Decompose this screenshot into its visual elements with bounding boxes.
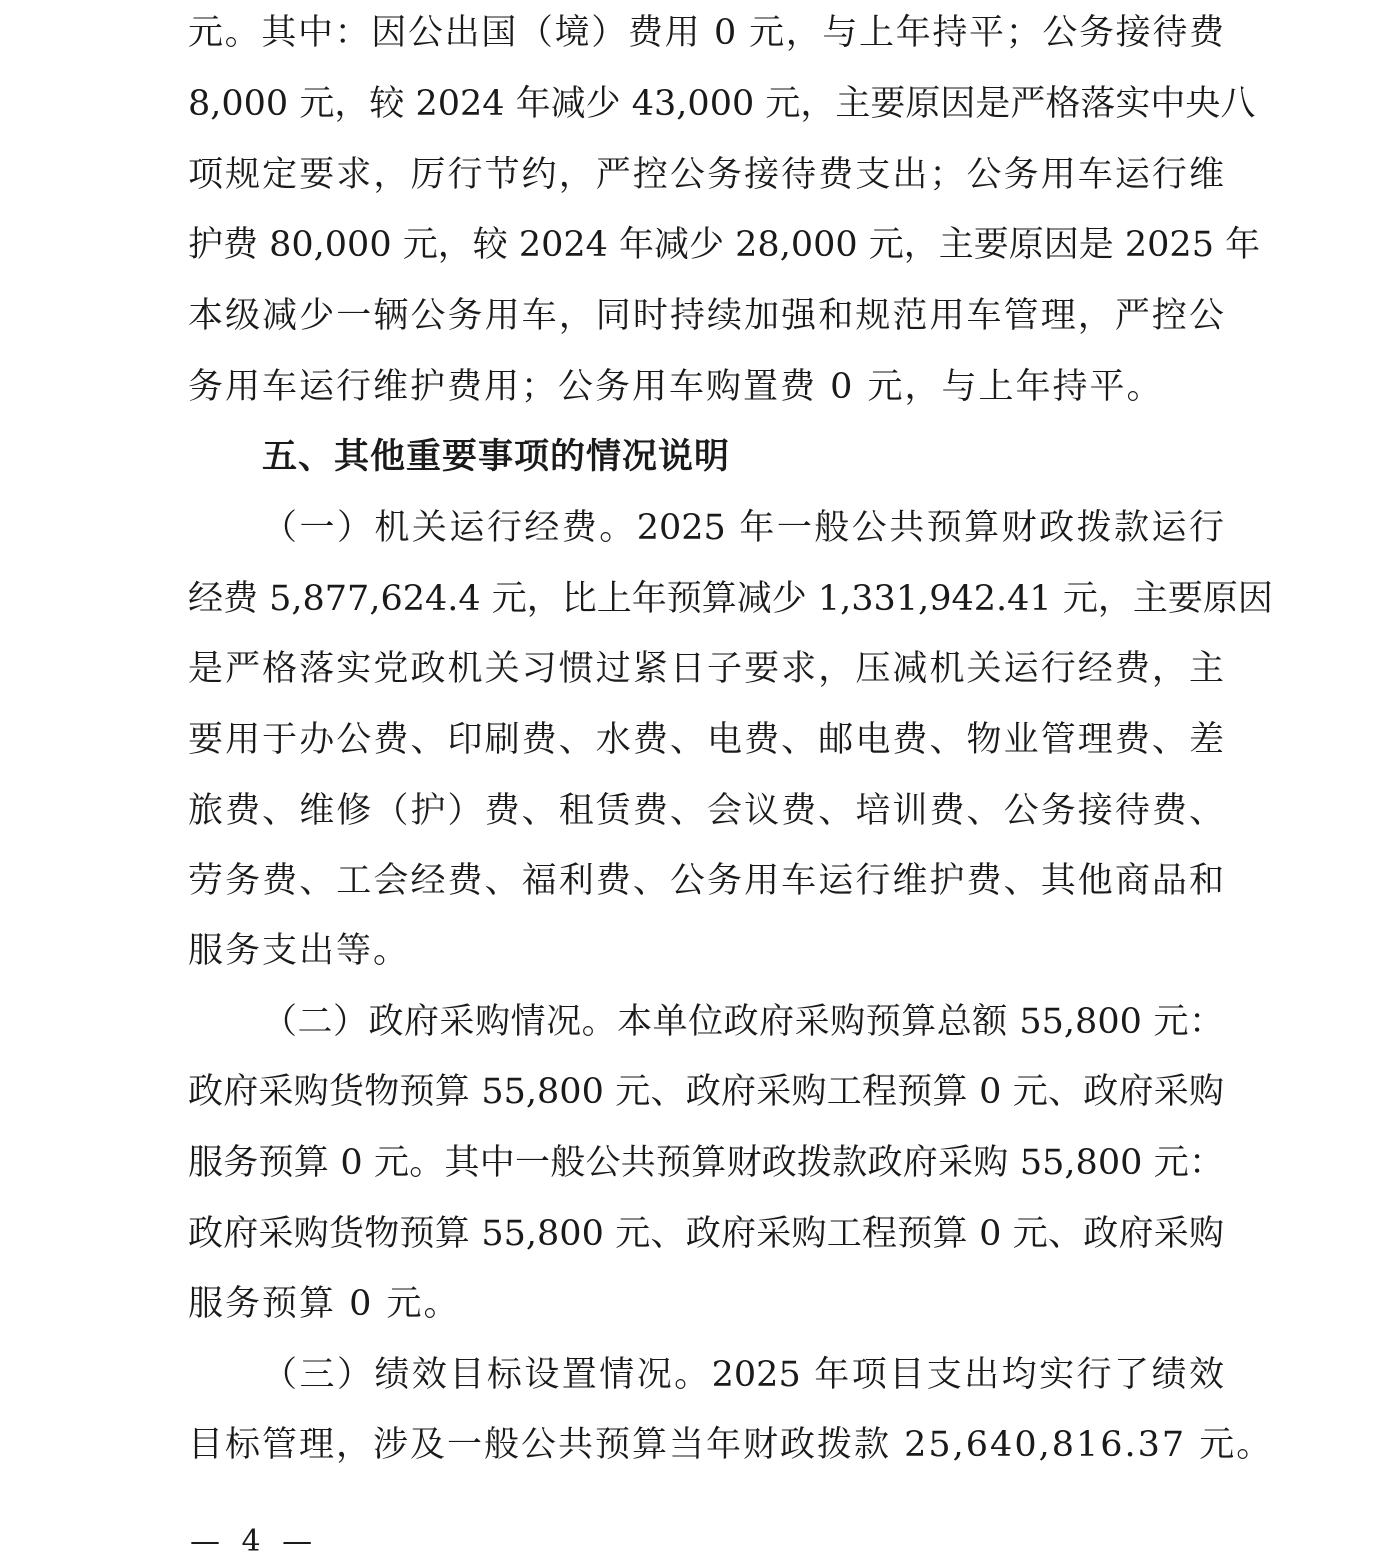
- paragraph-line: 政府采购货物预算 55,800 元、政府采购工程预算 0 元、政府采购: [188, 1072, 1224, 1112]
- item-three-first-line-text: 2025 年项目支出均实行了绩效: [711, 1355, 1224, 1395]
- paragraph-line: 劳务费、工会经费、福利费、公务用车运行维护费、其他商品和: [188, 861, 1224, 901]
- paragraph-line: 护费 80,000 元，较 2024 年减少 28,000 元，主要原因是 2025 年: [188, 225, 1261, 265]
- paragraph-line: 是严格落实党政机关习惯过紧日子要求，压减机关运行经费，主: [188, 649, 1224, 689]
- item-one-first-line: [262, 503, 1224, 553]
- paragraph-line: 服务预算 0 元。: [188, 1284, 461, 1324]
- paragraph-line: 本级减少一辆公务用车，同时持续加强和规范用车管理，严控公: [188, 296, 1224, 336]
- paragraph-line: 服务预算 0 元。其中一般公共预算财政拨款政府采购 55,800 元：: [188, 1143, 1224, 1183]
- paragraph-line: 项规定要求，厉行节约，严控公务接待费支出；公务用车运行维: [188, 155, 1224, 195]
- item-three-label: （三）绩效目标设置情况。: [262, 1355, 712, 1395]
- item-one-label: （一）机关运行经费。: [262, 508, 637, 548]
- item-two-first-line: [262, 997, 1224, 1047]
- item-two-label: （二）政府采购情况。: [262, 1002, 618, 1042]
- page-number: — 4 —: [190, 1524, 319, 1559]
- paragraph-line: 元。其中：因公出国（境）费用 0 元，与上年持平；公务接待费: [188, 13, 1224, 53]
- paragraph-line: 经费 5,877,624.4 元，比上年预算减少 1,331,942.41 元，主要原因: [188, 579, 1273, 619]
- paragraph-line: 旅费、维修（护）费、租赁费、会议费、培训费、公务接待费、: [188, 791, 1224, 831]
- paragraph-line: 政府采购货物预算 55,800 元、政府采购工程预算 0 元、政府采购: [188, 1214, 1224, 1254]
- item-one-first-line-text: 2025 年一般公共预算财政拨款运行: [636, 508, 1224, 548]
- item-three-first-line: [262, 1350, 1224, 1400]
- section-heading: 五、其他重要事项的情况说明: [262, 437, 731, 477]
- paragraph-line: 8,000 元，较 2024 年减少 43,000 元，主要原因是严格落实中央八: [188, 84, 1256, 124]
- paragraph-line: 目标管理，涉及一般公共预算当年财政拨款 25,640,816.37 元。: [188, 1425, 1274, 1465]
- item-two-first-line-text: 本单位政府采购预算总额 55,800 元：: [617, 1002, 1224, 1042]
- paragraph-line: 服务支出等。: [188, 931, 411, 971]
- paragraph-line: 务用车运行维护费用；公务用车购置费 0 元，与上年持平。: [188, 367, 1164, 407]
- paragraph-line: 要用于办公费、印刷费、水费、电费、邮电费、物业管理费、差: [188, 720, 1224, 760]
